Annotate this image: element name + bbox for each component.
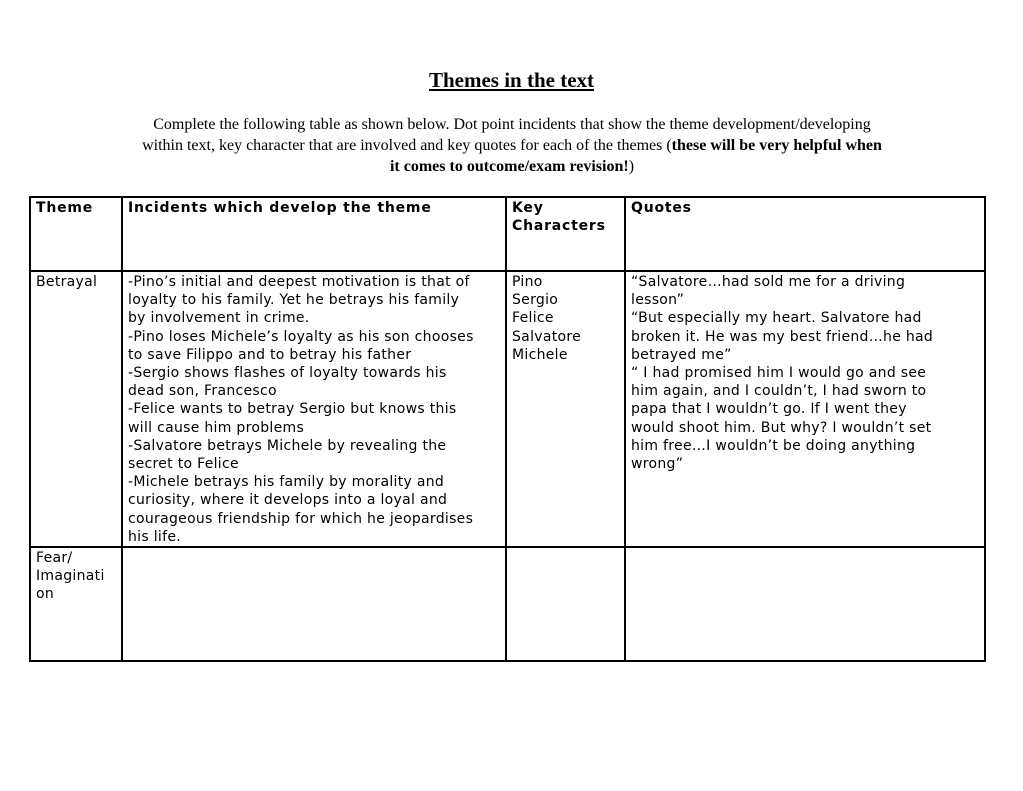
quote-line: lesson” bbox=[631, 292, 685, 309]
table-row bbox=[30, 271, 985, 547]
characters-cell bbox=[506, 271, 625, 547]
quotes-cell bbox=[625, 271, 985, 547]
quote-line: papa that I wouldn’t go. If I went they bbox=[631, 401, 907, 418]
quote-line: wrong” bbox=[631, 456, 684, 473]
incident-line: to save Filippo and to betray his father bbox=[128, 346, 412, 363]
incidents-cell-empty bbox=[122, 547, 506, 661]
quote-line: him free…I wouldn’t be doing anything bbox=[631, 437, 916, 454]
character-name: Michele bbox=[512, 346, 568, 363]
instructions-line-3-end: ) bbox=[628, 158, 635, 175]
header-key-characters-line-1: Key bbox=[512, 200, 544, 216]
theme-line: Imaginati bbox=[36, 568, 105, 585]
themes-table bbox=[29, 196, 986, 662]
incidents-cell bbox=[122, 271, 506, 547]
header-key-characters bbox=[506, 197, 625, 271]
instructions-line-2 bbox=[88, 135, 936, 156]
incident-line: his life. bbox=[128, 528, 181, 545]
character-name: Felice bbox=[512, 310, 554, 327]
table-header-row bbox=[30, 197, 985, 271]
header-quotes: Quotes bbox=[625, 197, 985, 271]
header-theme: Theme bbox=[30, 197, 122, 271]
incident-line: -Sergio shows flashes of loyalty towards his bbox=[128, 365, 447, 382]
characters-cell-empty bbox=[506, 547, 625, 661]
instructions-line-3-emphasis: it comes to outcome/exam revision! bbox=[389, 158, 629, 175]
quotes-cell-empty bbox=[625, 547, 985, 661]
character-name: Pino bbox=[512, 274, 543, 290]
quote-line: broken it. He was my best friend…he had bbox=[631, 328, 934, 345]
quote-line: betrayed me” bbox=[631, 346, 732, 363]
incident-line: -Felice wants to betray Sergio but knows this bbox=[128, 401, 457, 418]
quote-line: “ I had promised him I would go and see bbox=[631, 365, 927, 382]
quote-line: him again, and I couldn’t, I had sworn to bbox=[631, 383, 927, 400]
instructions-line-3 bbox=[88, 156, 936, 177]
incident-line: by involvement in crime. bbox=[128, 310, 310, 327]
incident-line: -Salvatore betrays Michele by revealing the bbox=[128, 437, 447, 454]
header-incidents: Incidents which develop the theme bbox=[122, 197, 506, 271]
instructions-paragraph bbox=[88, 114, 936, 177]
incident-line: -Pino’s initial and deepest motivation is that of bbox=[128, 274, 470, 290]
incident-line: dead son, Francesco bbox=[128, 383, 277, 400]
instructions-line-2-text: within text, key character that are involved and key quotes for each of the themes ( bbox=[142, 137, 672, 154]
theme-line: Fear/ bbox=[36, 550, 73, 567]
quote-line: “But especially my heart. Salvatore had bbox=[631, 310, 922, 327]
quote-line: “Salvatore…had sold me for a driving bbox=[631, 274, 906, 290]
character-name: Salvatore bbox=[512, 328, 582, 345]
theme-cell bbox=[30, 547, 122, 661]
quote-line: would shoot him. But why? I wouldn’t set bbox=[631, 419, 932, 436]
incident-line: courageous friendship for which he jeopardises bbox=[128, 510, 474, 527]
header-key-characters-line-2: Characters bbox=[512, 218, 606, 235]
incident-line: -Michele betrays his family by morality and bbox=[128, 474, 445, 491]
theme-line: on bbox=[36, 586, 55, 603]
incident-line: curiosity, where it develops into a loyal and bbox=[128, 492, 448, 509]
incident-line: loyalty to his family. Yet he betrays his family bbox=[128, 292, 460, 309]
character-name: Sergio bbox=[512, 292, 559, 309]
instructions-line-1: Complete the following table as shown below. Dot point incidents that show the theme development/developing bbox=[153, 116, 871, 133]
theme-cell: Betrayal bbox=[30, 271, 122, 547]
incident-line: -Pino loses Michele’s loyalty as his son chooses bbox=[128, 328, 474, 345]
table-row bbox=[30, 547, 985, 661]
document-title: Themes in the text bbox=[428, 68, 595, 92]
incident-line: will cause him problems bbox=[128, 419, 305, 436]
instructions-line-2-emphasis: these will be very helpful when bbox=[671, 137, 882, 154]
incident-line: secret to Felice bbox=[128, 456, 239, 473]
